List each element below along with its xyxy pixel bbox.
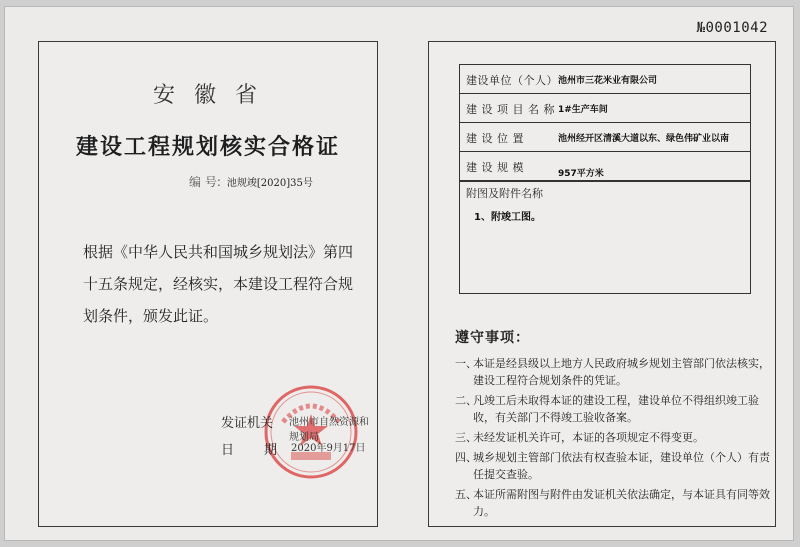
row-label: 建 设 项 目 名 称 (466, 103, 555, 116)
table-row (460, 65, 750, 94)
serial-number: №0001042 (696, 20, 768, 36)
list-item: 五、 本证所需附图与附件由发证机关依法确定，与本证具有同等效力。 (455, 488, 770, 518)
row-label: 建 设 规 模 (466, 161, 524, 174)
date-label: 日 期 (221, 443, 278, 458)
row-value: 957平方米 (558, 169, 604, 179)
attachment-value: 1、附竣工图。 (474, 212, 541, 223)
table-row (460, 123, 750, 152)
issuer-label: 发证机关 (221, 416, 274, 431)
row-value: 池州经开区清溪大道以东、绿色伟矿业以南 (558, 134, 730, 144)
project-info-table (459, 64, 751, 294)
list-item: 三、 未经发证机关许可，本证的各项规定不得变更。 (455, 431, 704, 444)
date-value: 2020年9月17日 (291, 443, 366, 454)
list-item: 一、 本证是经县级以上地方人民政府城乡规划主管部门依法核实，建设工程符合规划条件的凭证。 (455, 357, 770, 387)
row-label: 建设单位（个人） (466, 74, 558, 87)
right-panel (428, 41, 776, 527)
notice-list (455, 355, 775, 523)
number-label: 编 号: (189, 175, 221, 189)
attachment-cell (460, 181, 750, 293)
table-row (460, 152, 750, 181)
row-value: 1#生产车间 (558, 105, 608, 115)
certificate-body: 根据《中华人民共和国城乡规划法》第四十五条规定，经核实，本建设工程符合规划条件，颁发此证。 (83, 243, 354, 325)
certificate-number (189, 173, 313, 190)
notice-title: 遵守事项： (455, 330, 530, 346)
list-item: 四、 城乡规划主管部门依法有权查验本证，建设单位（个人）有责任提交查验。 (455, 451, 770, 481)
table-row (460, 94, 750, 123)
issuer-value: 池州市自然资源和规划局 (289, 417, 369, 443)
row-value: 池州市三花米业有限公司 (558, 76, 658, 86)
certificate-sheet (4, 6, 794, 541)
certificate-title: 建设工程规划核实合格证 (75, 135, 340, 160)
left-panel (38, 41, 378, 527)
row-label: 建 设 位 置 (466, 132, 524, 145)
list-item: 二、 凡竣工后未取得本证的建设工程，建设单位不得组织竣工验收，有关部门不得竣工验收备案。 (455, 394, 759, 424)
number-value: 池规竣[2020]35号 (226, 178, 313, 189)
province-title: 安 徽 省 (153, 83, 263, 108)
attachment-label: 附图及附件名称 (466, 187, 543, 200)
